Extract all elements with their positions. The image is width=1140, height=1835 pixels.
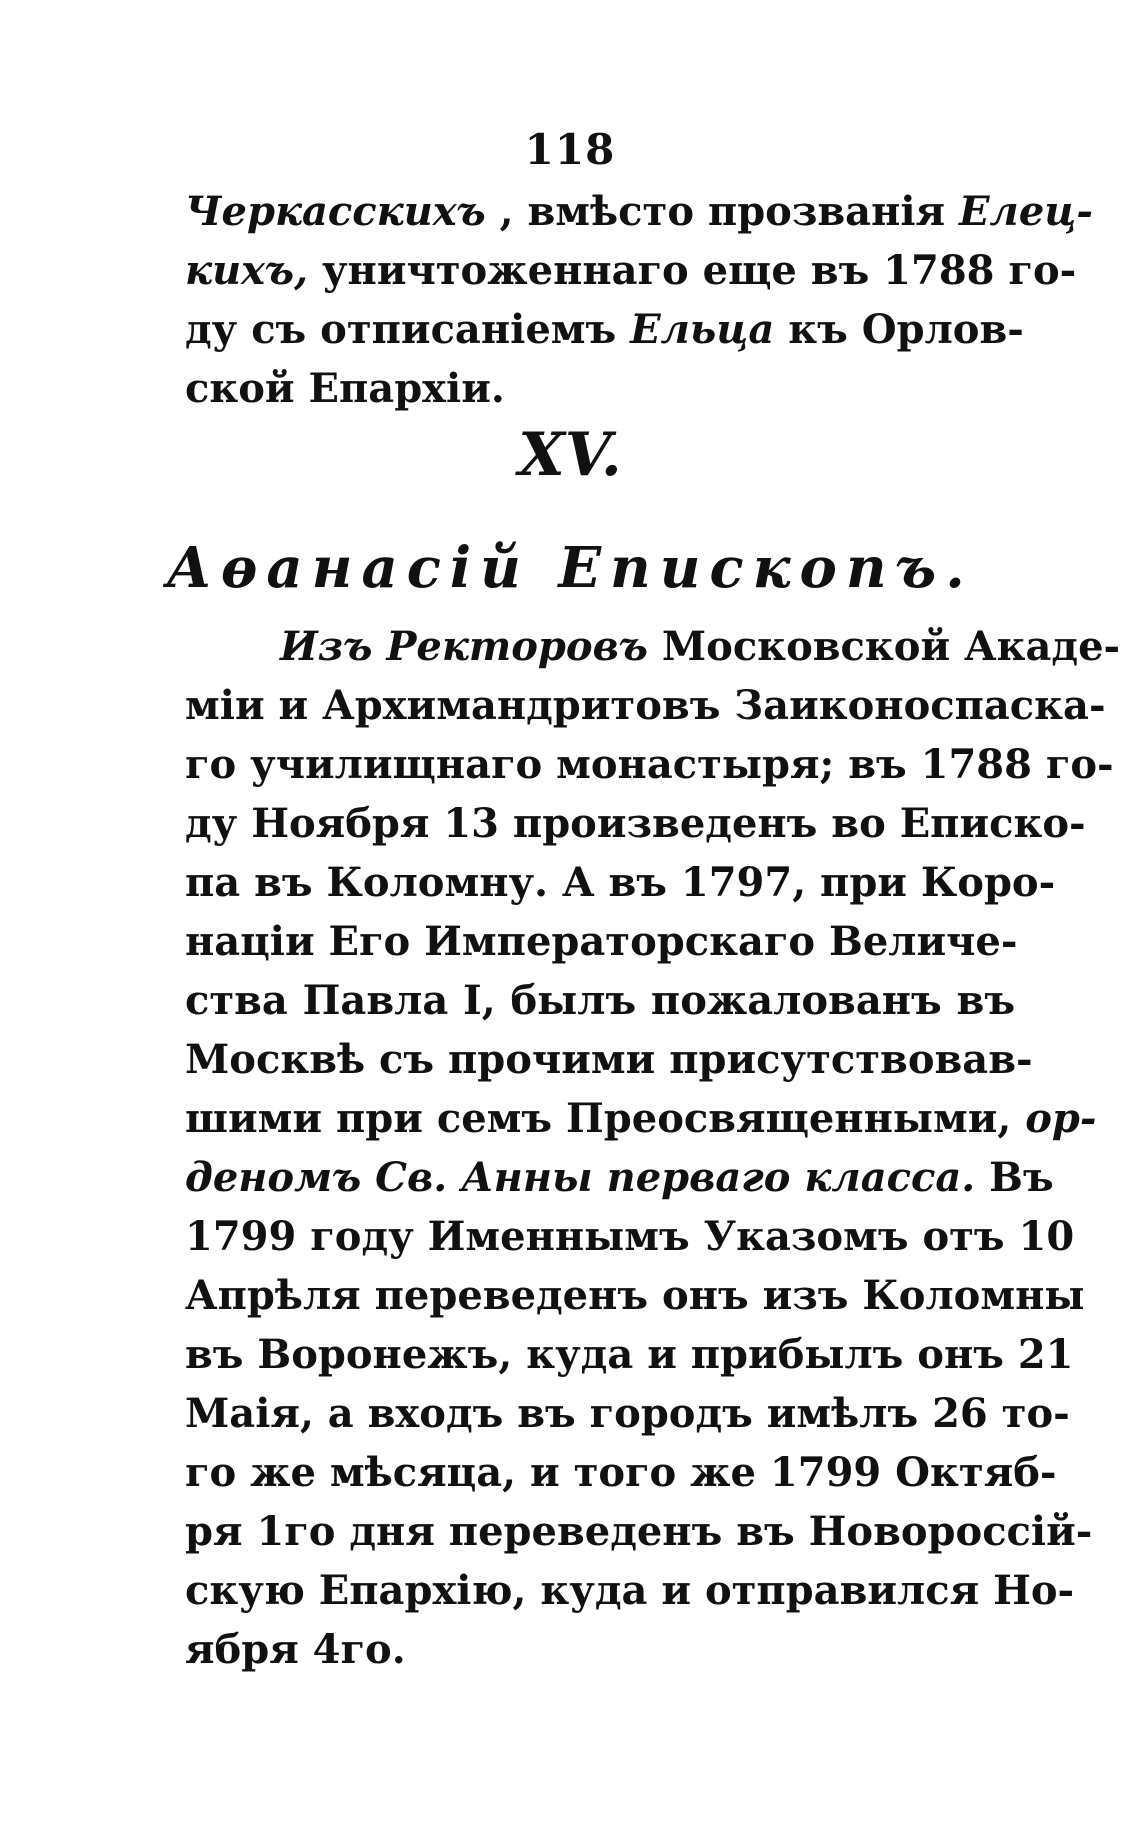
text-run: го же мѣсяца, и того же 1799 Октяб- xyxy=(185,1449,1057,1496)
text-run: шими при семъ Преосвященными, xyxy=(185,1095,1026,1142)
text-line xyxy=(185,617,1121,676)
text-run: Москвѣ съ прочими присутствовав- xyxy=(185,1036,1033,1083)
text-line xyxy=(185,1148,1054,1207)
italic-text: Черкасскихъ xyxy=(185,188,486,235)
italic-text: кихъ, xyxy=(185,247,309,294)
text-line xyxy=(185,912,1018,971)
text-run: уничтоженнаго еще въ 1788 го- xyxy=(308,247,1077,294)
text-run: къ Орлов- xyxy=(774,306,1024,353)
text-line xyxy=(185,359,1015,418)
text-line xyxy=(185,1030,1033,1089)
text-line xyxy=(185,735,1114,794)
text-run: ства Павла I, былъ пожалованъ въ xyxy=(185,977,1015,1024)
italic-text: Ельца xyxy=(630,306,775,353)
text-run: 1799 году Именнымъ Указомъ отъ 10 xyxy=(185,1213,1075,1260)
italic-text: деномъ Св. Анны перваго класса. xyxy=(185,1154,976,1201)
text-line xyxy=(185,182,1093,241)
text-line xyxy=(185,794,1086,853)
text-line xyxy=(185,1207,1075,1266)
text-run: Въ xyxy=(975,1154,1054,1201)
text-line xyxy=(185,1384,1070,1443)
text-run: націи Его Императорскаго Величе- xyxy=(185,918,1018,965)
italic-text: ор- xyxy=(1025,1095,1097,1142)
text-run: ября 4го. xyxy=(185,1626,406,1673)
text-line xyxy=(185,971,1015,1030)
text-line xyxy=(185,300,1024,359)
text-line xyxy=(185,676,1106,735)
text-run: въ Воронежъ, куда и прибылъ онъ 21 xyxy=(185,1331,1074,1378)
text-line xyxy=(185,1089,1097,1148)
italic-text: Изъ Ректоровъ xyxy=(280,623,648,670)
text-run: Московской Акаде- xyxy=(647,623,1121,670)
text-run: міи и Архимандритовъ Заиконоспаска- xyxy=(185,682,1106,729)
text-run: ря 1го дня переведенъ въ Новороссій- xyxy=(185,1508,1093,1555)
text-line xyxy=(185,1325,1074,1384)
section-body-text xyxy=(185,617,1121,1679)
text-run: па въ Коломну. А въ 1797, при Коро- xyxy=(185,859,1056,906)
text-run: Апрѣля переведенъ онъ изъ Коломны xyxy=(185,1272,1085,1319)
text-line xyxy=(185,1561,1075,1620)
text-line xyxy=(185,1620,1015,1679)
section-title: Аѳанасій Епископъ. xyxy=(166,535,974,601)
text-run: скую Епархію, куда и отправился Но- xyxy=(185,1567,1075,1614)
italic-text: Елец- xyxy=(959,188,1093,235)
text-run: го училищнаго монастыря; въ 1788 го- xyxy=(185,741,1114,788)
text-line xyxy=(185,1443,1057,1502)
text-run: Маія, а входъ въ городъ имѣлъ 26 то- xyxy=(185,1390,1070,1437)
section-number: XV. xyxy=(518,420,622,490)
text-line xyxy=(185,853,1056,912)
text-run: ду Ноября 13 произведенъ во Еписко- xyxy=(185,800,1086,847)
text-run: , вмѣсто прозванія xyxy=(485,188,960,235)
previous-section-text xyxy=(185,182,1093,418)
text-line xyxy=(185,1266,1085,1325)
text-line xyxy=(185,1502,1093,1561)
text-run: ской Епархіи. xyxy=(185,365,505,412)
text-run: ду съ отписаніемъ xyxy=(185,306,631,353)
text-line xyxy=(185,241,1077,300)
page-number: 118 xyxy=(524,125,616,174)
